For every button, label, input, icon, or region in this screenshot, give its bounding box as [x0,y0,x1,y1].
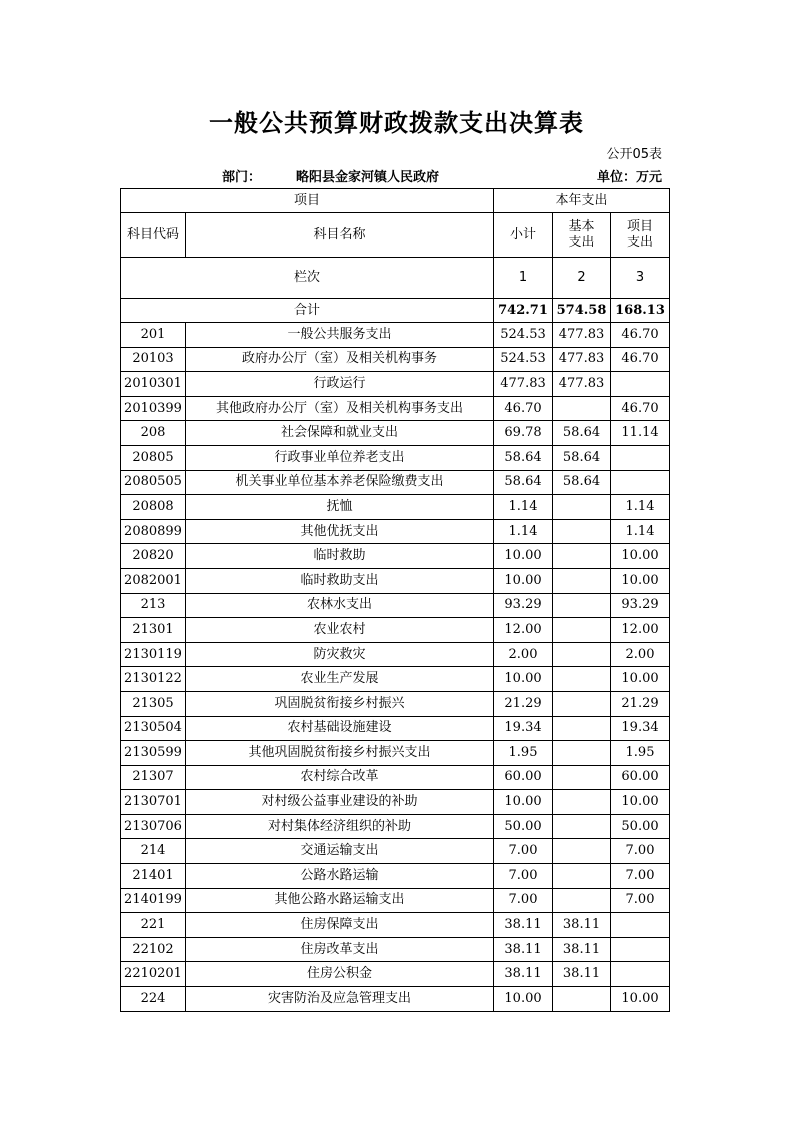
subject-code-cell: 2080505 [121,470,186,495]
subtotal-cell: 10.00 [494,790,553,815]
subject-name-cell: 农业生产发展 [186,667,494,692]
table-row [121,691,670,716]
table-row [121,445,670,470]
project-expense-cell: 1.95 [611,741,670,766]
project-expense-cell: 10.00 [611,987,670,1012]
column-number-2: 2 [553,258,611,299]
project-expense-cell: 50.00 [611,814,670,839]
subject-name-cell: 社会保障和就业支出 [186,421,494,446]
subtotal-cell: 69.78 [494,421,553,446]
subject-name-cell: 其他公路水路运输支出 [186,888,494,913]
subtotal-cell: 2.00 [494,642,553,667]
header-project-expense: 项目支出 [611,213,670,258]
subject-name-cell: 防灾救灾 [186,642,494,667]
subject-name-cell: 住房公积金 [186,962,494,987]
subject-name-cell: 其他巩固脱贫衔接乡村振兴支出 [186,741,494,766]
expense-table [120,188,670,1012]
subtotal-cell: 60.00 [494,765,553,790]
project-expense-cell: 7.00 [611,864,670,889]
subject-name-cell: 农村综合改革 [186,765,494,790]
basic-expense-cell: 38.11 [553,913,611,938]
project-expense-cell: 19.34 [611,716,670,741]
subject-name-cell: 临时救助 [186,544,494,569]
total-label: 合计 [121,299,494,323]
subject-code-cell: 213 [121,593,186,618]
subject-name-cell: 行政事业单位养老支出 [186,445,494,470]
subject-code-cell: 2130599 [121,741,186,766]
table-row [121,568,670,593]
project-expense-cell: 10.00 [611,790,670,815]
table-row [121,519,670,544]
column-number-3: 3 [611,258,670,299]
department-label: 部门： [222,170,262,185]
subject-name-cell: 机关事业单位基本养老保险缴费支出 [186,470,494,495]
basic-expense-cell: 58.64 [553,421,611,446]
subject-code-cell: 201 [121,323,186,348]
basic-expense-cell [553,593,611,618]
subject-name-cell: 其他政府办公厅（室）及相关机构事务支出 [186,396,494,421]
subtotal-cell: 50.00 [494,814,553,839]
subject-code-cell: 21305 [121,691,186,716]
basic-expense-cell: 38.11 [553,937,611,962]
subject-name-cell: 农村基础设施建设 [186,716,494,741]
subject-code-cell: 20820 [121,544,186,569]
basic-expense-cell [553,716,611,741]
basic-expense-cell [553,618,611,643]
project-expense-cell: 21.29 [611,691,670,716]
basic-expense-cell [553,839,611,864]
table-row [121,323,670,348]
subject-code-cell: 214 [121,839,186,864]
project-expense-cell: 7.00 [611,839,670,864]
header-subject-code: 科目代码 [121,213,186,258]
header-basic-expense: 基本支出 [553,213,611,258]
subject-name-cell: 住房保障支出 [186,913,494,938]
table-row [121,396,670,421]
total-project: 168.13 [611,299,670,323]
header-current-year-expense: 本年支出 [494,189,670,213]
subtotal-cell: 38.11 [494,962,553,987]
project-expense-cell [611,470,670,495]
subject-code-cell: 2130504 [121,716,186,741]
subject-code-cell: 208 [121,421,186,446]
table-row [121,347,670,372]
basic-expense-cell [553,864,611,889]
project-expense-cell: 60.00 [611,765,670,790]
subtotal-cell: 7.00 [494,864,553,889]
subject-code-cell: 20805 [121,445,186,470]
subject-name-cell: 住房改革支出 [186,937,494,962]
subject-code-cell: 2010301 [121,372,186,397]
subject-code-cell: 2130119 [121,642,186,667]
basic-expense-cell: 477.83 [553,323,611,348]
subject-name-cell: 灾害防治及应急管理支出 [186,987,494,1012]
subject-name-cell: 行政运行 [186,372,494,397]
subject-code-cell: 224 [121,987,186,1012]
subject-code-cell: 2210201 [121,962,186,987]
basic-expense-cell [553,814,611,839]
table-row [121,716,670,741]
subject-code-cell: 221 [121,913,186,938]
basic-expense-cell [553,642,611,667]
subject-name-cell: 农林水支出 [186,593,494,618]
basic-expense-cell: 58.64 [553,445,611,470]
subtotal-cell: 7.00 [494,888,553,913]
subject-name-cell: 对村级公益事业建设的补助 [186,790,494,815]
header-item: 项目 [121,189,494,213]
subject-name-cell: 巩固脱贫衔接乡村振兴 [186,691,494,716]
column-number-row [121,258,670,299]
subtotal-cell: 10.00 [494,667,553,692]
table-row [121,814,670,839]
table-row [121,790,670,815]
unit-label: 单位：万元 [596,170,662,185]
basic-expense-cell [553,667,611,692]
basic-expense-cell [553,765,611,790]
subject-name-cell: 临时救助支出 [186,568,494,593]
table-row [121,962,670,987]
basic-expense-cell: 58.64 [553,470,611,495]
table-row [121,987,670,1012]
subtotal-cell: 10.00 [494,987,553,1012]
project-expense-cell: 12.00 [611,618,670,643]
project-expense-cell [611,913,670,938]
table-row [121,913,670,938]
subtotal-cell: 477.83 [494,372,553,397]
project-expense-cell: 1.14 [611,495,670,520]
subject-name-cell: 交通运输支出 [186,839,494,864]
table-row [121,937,670,962]
table-row [121,667,670,692]
basic-expense-cell [553,544,611,569]
table-row [121,544,670,569]
subject-name-cell: 抚恤 [186,495,494,520]
project-expense-cell: 46.70 [611,347,670,372]
table-row [121,495,670,520]
subject-name-cell: 政府办公厅（室）及相关机构事务 [186,347,494,372]
subtotal-cell: 93.29 [494,593,553,618]
basic-expense-cell [553,519,611,544]
basic-expense-cell [553,396,611,421]
basic-expense-cell [553,691,611,716]
subject-code-cell: 22102 [121,937,186,962]
project-expense-cell: 10.00 [611,544,670,569]
project-expense-cell: 10.00 [611,667,670,692]
table-row [121,618,670,643]
subject-name-cell: 农业农村 [186,618,494,643]
subtotal-cell: 46.70 [494,396,553,421]
subtotal-cell: 524.53 [494,347,553,372]
table-row [121,741,670,766]
subtotal-cell: 10.00 [494,544,553,569]
column-number-label: 栏次 [121,258,494,299]
basic-expense-cell [553,741,611,766]
subject-code-cell: 21307 [121,765,186,790]
project-expense-cell: 46.70 [611,396,670,421]
table-row [121,839,670,864]
project-expense-cell: 1.14 [611,519,670,544]
total-row [121,299,670,323]
form-code: 公开05表 [606,147,662,162]
table-row [121,421,670,446]
subtotal-cell: 1.14 [494,495,553,520]
table-row [121,642,670,667]
project-expense-cell: 93.29 [611,593,670,618]
total-basic: 574.58 [553,299,611,323]
subject-code-cell: 20103 [121,347,186,372]
subtotal-cell: 1.14 [494,519,553,544]
project-expense-cell: 10.00 [611,568,670,593]
basic-expense-cell [553,790,611,815]
subtotal-cell: 21.29 [494,691,553,716]
basic-expense-cell: 477.83 [553,372,611,397]
table-row [121,372,670,397]
department-name: 略阳县金家河镇人民政府 [296,170,440,185]
subtotal-cell: 12.00 [494,618,553,643]
subject-code-cell: 2130706 [121,814,186,839]
subtotal-cell: 58.64 [494,445,553,470]
table-row [121,593,670,618]
table-row [121,864,670,889]
header-subject-name: 科目名称 [186,213,494,258]
subtotal-cell: 1.95 [494,741,553,766]
subject-name-cell: 公路水路运输 [186,864,494,889]
subject-code-cell: 2080899 [121,519,186,544]
basic-expense-cell: 38.11 [553,962,611,987]
project-expense-cell: 46.70 [611,323,670,348]
subject-code-cell: 2130122 [121,667,186,692]
table-row [121,888,670,913]
subject-code-cell: 21401 [121,864,186,889]
subject-code-cell: 20808 [121,495,186,520]
project-expense-cell: 11.14 [611,421,670,446]
table-row [121,765,670,790]
project-expense-cell [611,445,670,470]
basic-expense-cell [553,987,611,1012]
subject-name-cell: 其他优抚支出 [186,519,494,544]
subtotal-cell: 524.53 [494,323,553,348]
subtotal-cell: 10.00 [494,568,553,593]
column-number-1: 1 [494,258,553,299]
subtotal-cell: 38.11 [494,937,553,962]
basic-expense-cell [553,495,611,520]
subject-code-cell: 21301 [121,618,186,643]
project-expense-cell [611,372,670,397]
subject-name-cell: 一般公共服务支出 [186,323,494,348]
subtotal-cell: 7.00 [494,839,553,864]
subject-code-cell: 2082001 [121,568,186,593]
project-expense-cell: 7.00 [611,888,670,913]
project-expense-cell: 2.00 [611,642,670,667]
subtotal-cell: 19.34 [494,716,553,741]
header-row-2 [121,213,670,258]
header-subtotal: 小计 [494,213,553,258]
total-subtotal: 742.71 [494,299,553,323]
project-expense-cell [611,937,670,962]
basic-expense-cell [553,888,611,913]
subtotal-cell: 38.11 [494,913,553,938]
subject-name-cell: 对村集体经济组织的补助 [186,814,494,839]
subject-code-cell: 2140199 [121,888,186,913]
table-row [121,470,670,495]
basic-expense-cell [553,568,611,593]
basic-expense-cell: 477.83 [553,347,611,372]
subject-code-cell: 2130701 [121,790,186,815]
page-title: 一般公共预算财政拨款支出决算表 [209,109,584,137]
subject-code-cell: 2010399 [121,396,186,421]
project-expense-cell [611,962,670,987]
subtotal-cell: 58.64 [494,470,553,495]
header-row-1 [121,189,670,213]
